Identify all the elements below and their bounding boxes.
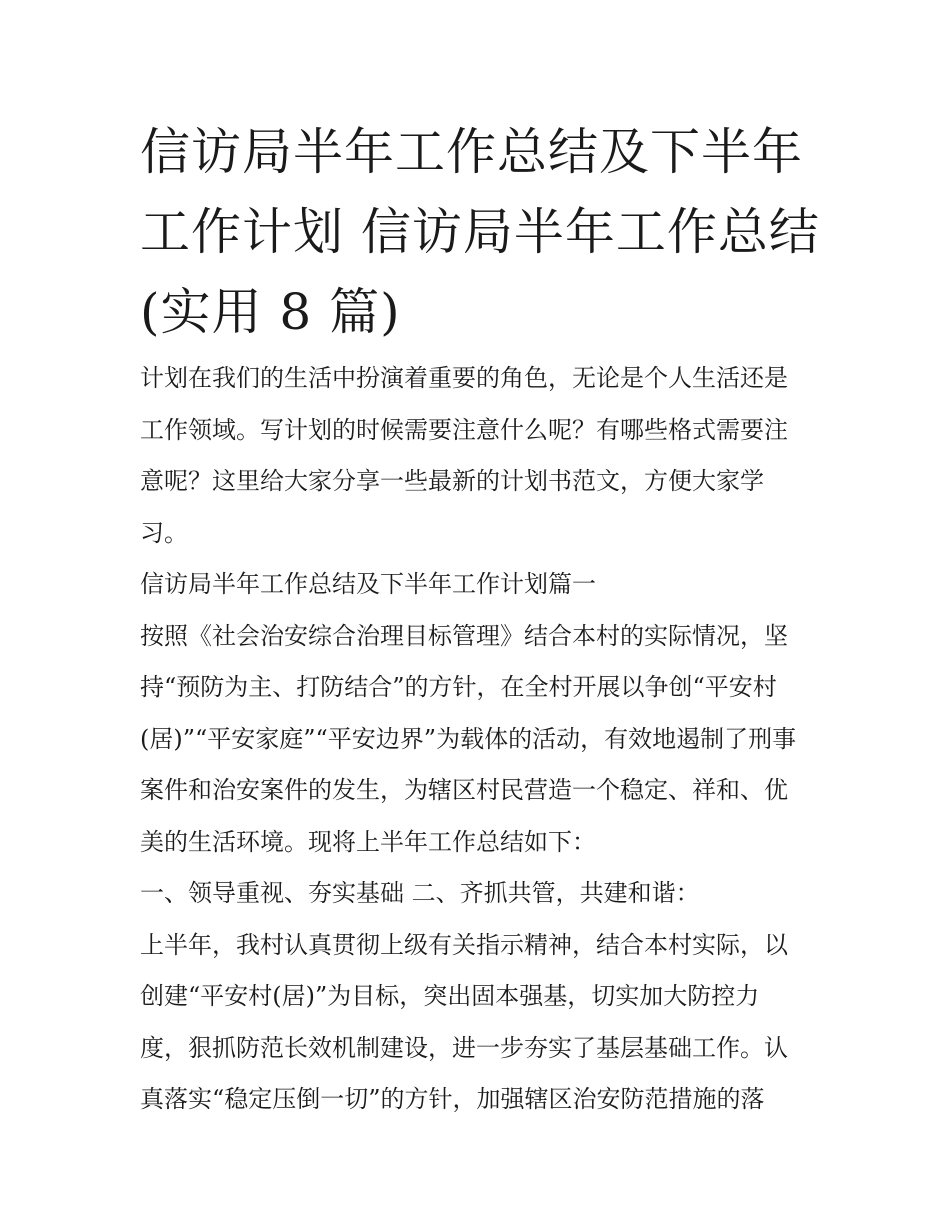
body-line: 工作领域。写计划的时候需要注意什么呢？有哪些格式需要注 [140,415,788,444]
title-line: (实用 8 篇) [140,283,401,341]
body-line: (居)”“平安家庭”“平安边界”为载体的活动，有效地遏制了刑事 [140,724,797,753]
title-line: 工作计划 信访局半年工作总结 [140,203,820,261]
body-line: 习。 [140,518,188,547]
body-line: 按照《社会治安综合治理目标管理》结合本村的实际情况，坚 [140,621,788,650]
body-line: 案件和治安案件的发生，为辖区村民营造一个稳定、祥和、优 [140,776,788,804]
body-line: 美的生活环境。现将上半年工作总结如下： [140,827,596,856]
document-body [140,353,830,1126]
body-line: 持“预防为主、打防结合”的方针，在全村开展以争创“平安村 [140,673,777,701]
body-line: 创建“平安村(居)”为目标，突出固本强基，切实加大防控力 [140,982,760,1010]
title-line: 信访局半年工作总结及下半年 [140,123,803,181]
body-line: 真落实“稳定压倒一切”的方针，加强辖区治安防范措施的落 [140,1085,765,1113]
subsection-heading: 一、领导重视、夯实基础 二、齐抓共管，共建和谐： [140,879,700,907]
body-line: 意呢？这里给大家分享一些最新的计划书范文，方便大家学 [140,467,764,495]
body-line: 上半年，我村认真贯彻上级有关指示精神，结合本村实际，以 [140,930,788,959]
body-line: 计划在我们的生活中扮演着重要的角色，无论是个人生活还是 [140,364,788,392]
body-line: 度，狠抓防范长效机制建设，进一步夯实了基层基础工作。认 [140,1033,788,1062]
section-heading: 信访局半年工作总结及下半年工作计划篇一 [140,570,596,598]
document-title [140,112,820,352]
